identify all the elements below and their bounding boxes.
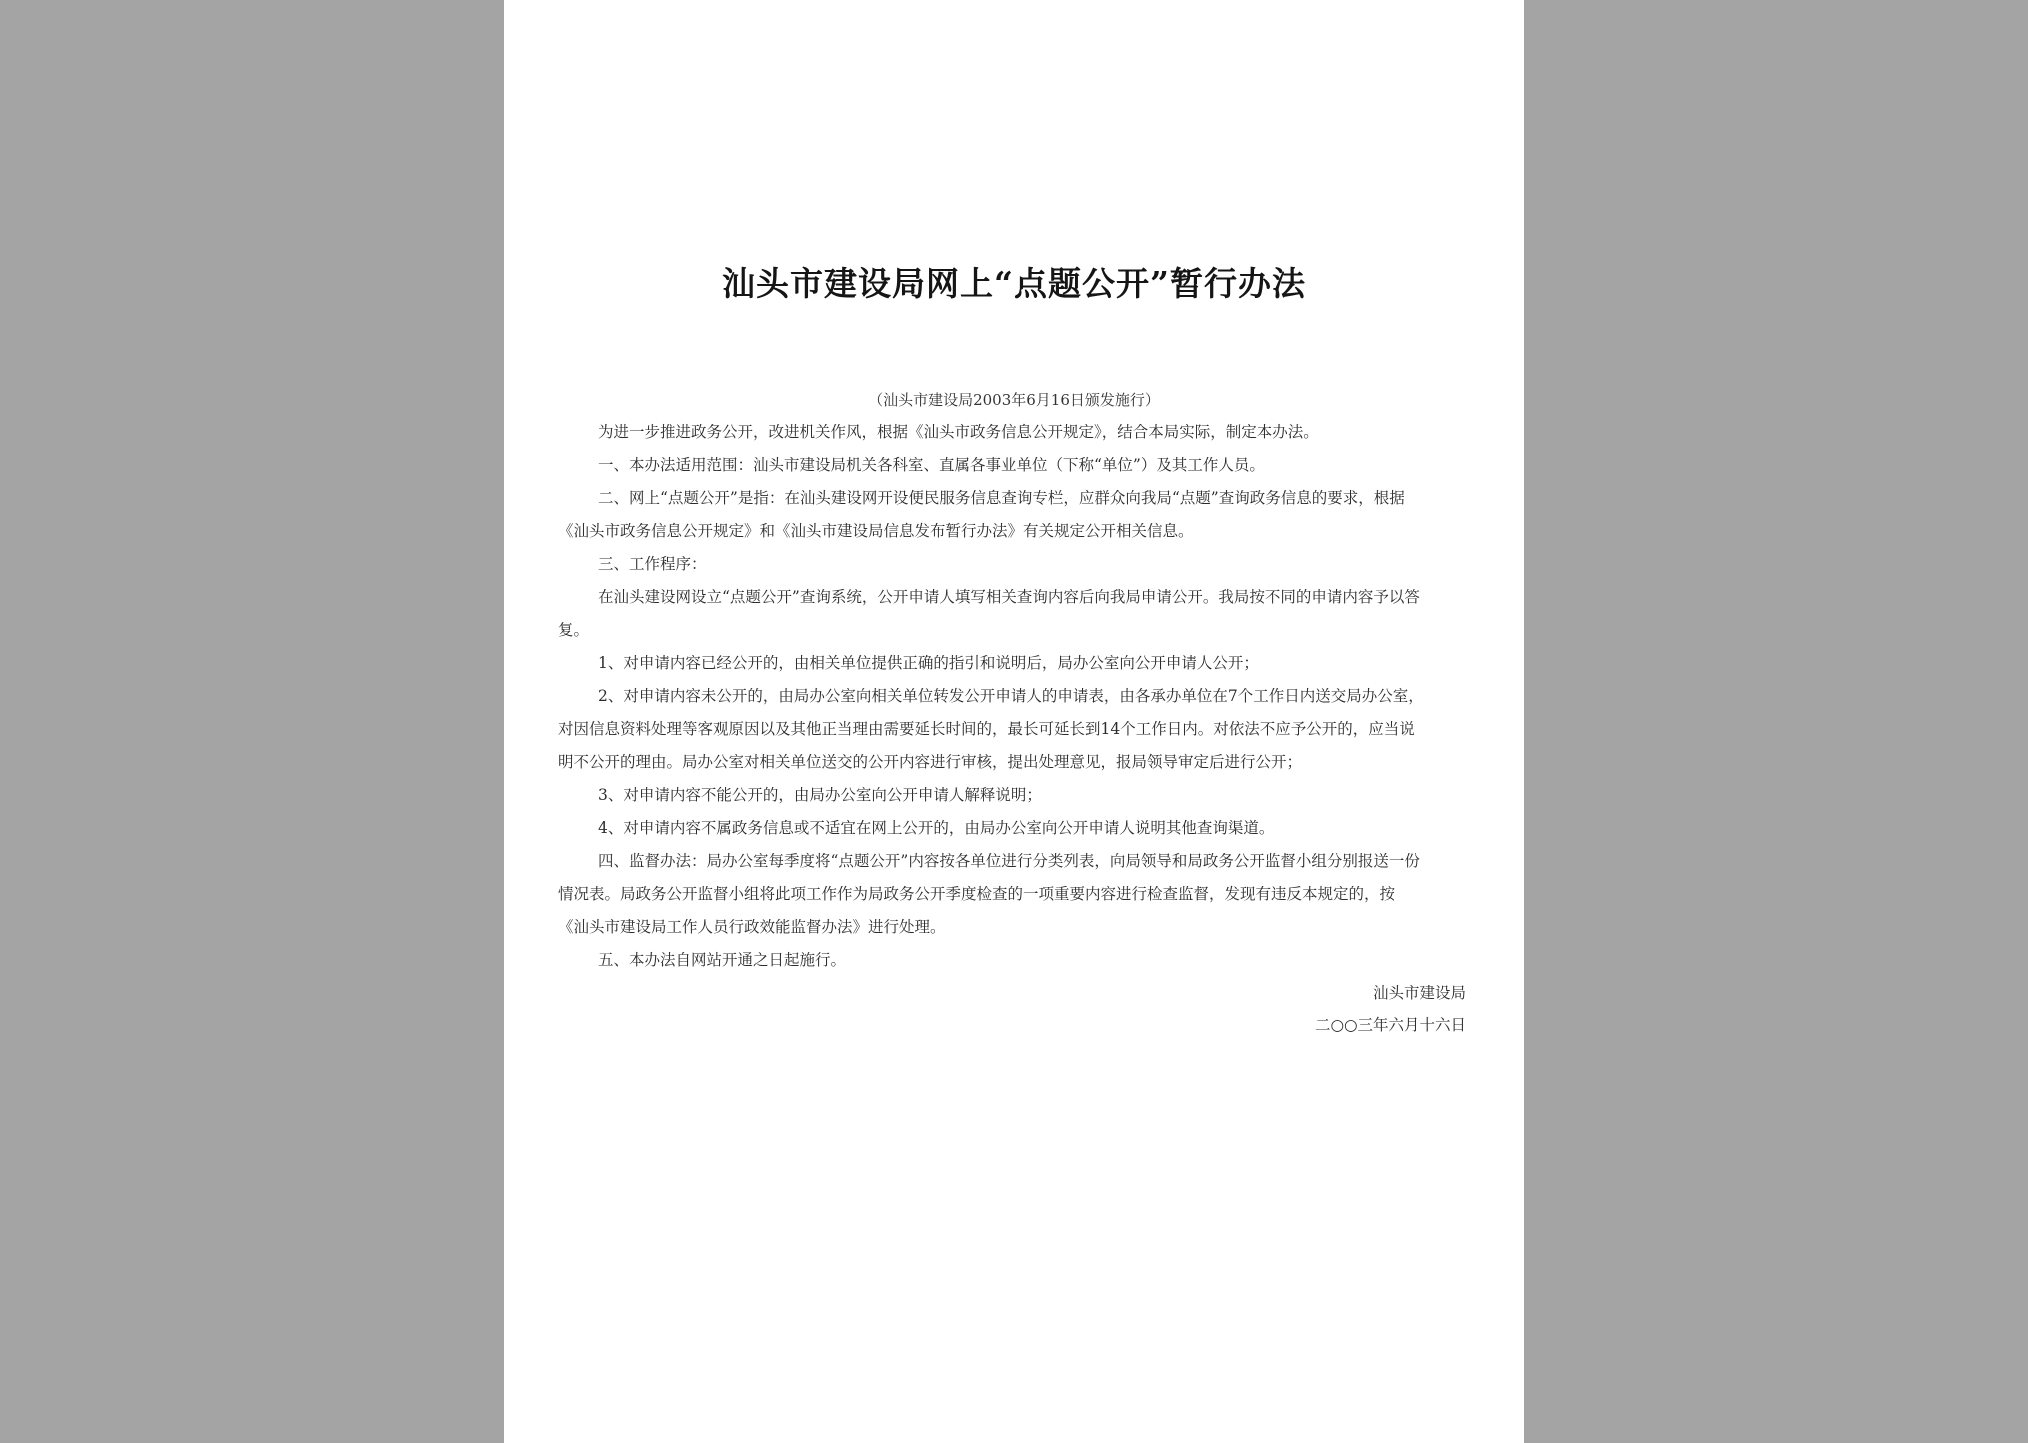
document-subtitle: （汕头市建设局2003年6月16日颁发施行） [868,391,1160,409]
paragraph-line: 明不公开的理由。局办公室对相关单位送交的公开内容进行审核，提出处理意见，报局领导审定后进行公开； [558,753,1303,771]
paragraph-line: 1、对申请内容已经公开的，由相关单位提供正确的指引和说明后，局办公室向公开申请人公开； [598,654,1259,672]
paragraph-line: 在汕头建设网设立“点题公开”查询系统，公开申请人填写相关查询内容后向我局申请公开。我局按不同的申请内容予以答 [598,588,1420,606]
paragraph-line: 3、对申请内容不能公开的，由局办公室向公开申请人解释说明； [598,786,1042,804]
document-date: 二○○三年六月十六日 [1314,1016,1466,1034]
paragraph-line: 复。 [558,621,590,639]
paragraph-line: 为进一步推进政务公开，改进机关作风，根据《汕头市政务信息公开规定》，结合本局实际，制定本办法。 [598,423,1319,441]
paragraph-line: 三、工作程序： [598,555,707,573]
paragraph-line: 二、网上“点题公开”是指：在汕头建设网开设便民服务信息查询专栏，应群众向我局“点题”查询政务信息的要求，根据 [598,489,1405,507]
paragraph-line: 《汕头市政务信息公开规定》和《汕头市建设局信息发布暂行办法》有关规定公开相关信息。 [558,522,1194,540]
paragraph-line: 《汕头市建设局工作人员行政效能监督办法》进行处理。 [558,918,946,936]
paragraph-line: 2、对申请内容未公开的，由局办公室向相关单位转发公开申请人的申请表，由各承办单位在7个工作日内送交局办公室， [598,687,1424,705]
signature: 汕头市建设局 [1372,984,1466,1002]
document-page [504,0,1524,1443]
document-title: 汕头市建设局网上“点题公开”暂行办法 [722,264,1306,303]
paragraph-line: 一、本办法适用范围：汕头市建设局机关各科室、直属各事业单位（下称“单位”）及其工作人员。 [598,456,1265,474]
paragraph-line: 五、本办法自网站开通之日起施行。 [598,951,847,969]
paragraph-line: 对因信息资料处理等客观原因以及其他正当理由需要延长时间的，最长可延长到14个工作日内。对依法不应予公开的，应当说 [558,720,1415,738]
paragraph-line: 情况表。局政务公开监督小组将此项工作作为局政务公开季度检查的一项重要内容进行检查监督，发现有违反本规定的，按 [558,885,1396,903]
paragraph-line: 4、对申请内容不属政务信息或不适宜在网上公开的，由局办公室向公开申请人说明其他查询渠道。 [598,819,1275,837]
paragraph-line: 四、监督办法：局办公室每季度将“点题公开”内容按各单位进行分类列表，向局领导和局政务公开监督小组分别报送一份 [598,852,1420,870]
